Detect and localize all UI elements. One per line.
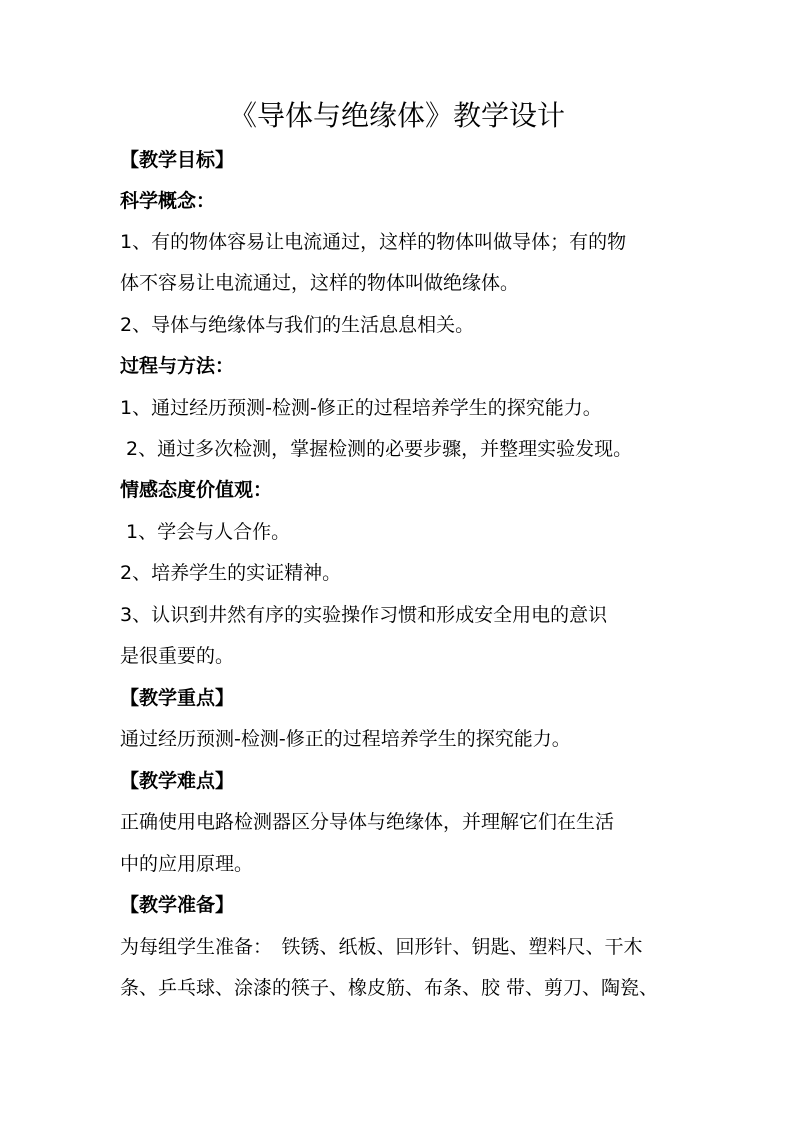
paragraph-line: 2、培养学生的实证精神。 (120, 562, 342, 584)
paragraph-line: 体不容易让电流通过，这样的物体叫做绝缘体。 (120, 272, 520, 294)
paragraph-line: 1、学会与人合作。 (126, 521, 291, 543)
paragraph-line: 1、有的物体容易让电流通过，这样的物体叫做导体；有的物 (120, 231, 627, 253)
subheading-process-methods: 过程与方法： (120, 355, 235, 377)
section-heading-teaching-goals: 【教学目标】 (120, 149, 235, 171)
subheading-attitudes-values: 情感态度价值观： (120, 479, 273, 501)
section-heading-key-points: 【教学重点】 (120, 687, 235, 709)
paragraph-line: 1、通过经历预测-检测-修正的过程培养学生的探究能力。 (120, 397, 602, 419)
paragraph-line: 是很重要的。 (120, 645, 235, 667)
paragraph-line: 条、乒乓球、涂漆的筷子、橡皮筋、布条、胶 带、剪刀、陶瓷、 (120, 977, 659, 999)
paragraph-line: 中的应用原理。 (120, 853, 254, 875)
paragraph-line: 2、导体与绝缘体与我们的生活息息相关。 (120, 314, 475, 336)
subheading-science-concepts: 科学概念： (120, 190, 216, 212)
paragraph-line: 为每组学生准备： 铁锈、纸板、回形针、钥匙、塑料尺、干木 (120, 936, 643, 958)
document-title: 《导体与绝缘体》教学设计 (228, 99, 565, 132)
paragraph-line: 通过经历预测-检测-修正的过程培养学生的探究能力。 (120, 728, 571, 750)
paragraph-line: 3、认识到井然有序的实验操作习惯和形成安全用电的意识 (120, 604, 608, 626)
section-heading-preparation: 【教学准备】 (120, 894, 235, 916)
section-heading-difficulties: 【教学难点】 (120, 770, 235, 792)
paragraph-line: 正确使用电路检测器区分导体与绝缘体，并理解它们在生活 (120, 811, 615, 833)
paragraph-line: 2、通过多次检测，掌握检测的必要步骤，并整理实验发现。 (126, 438, 633, 460)
